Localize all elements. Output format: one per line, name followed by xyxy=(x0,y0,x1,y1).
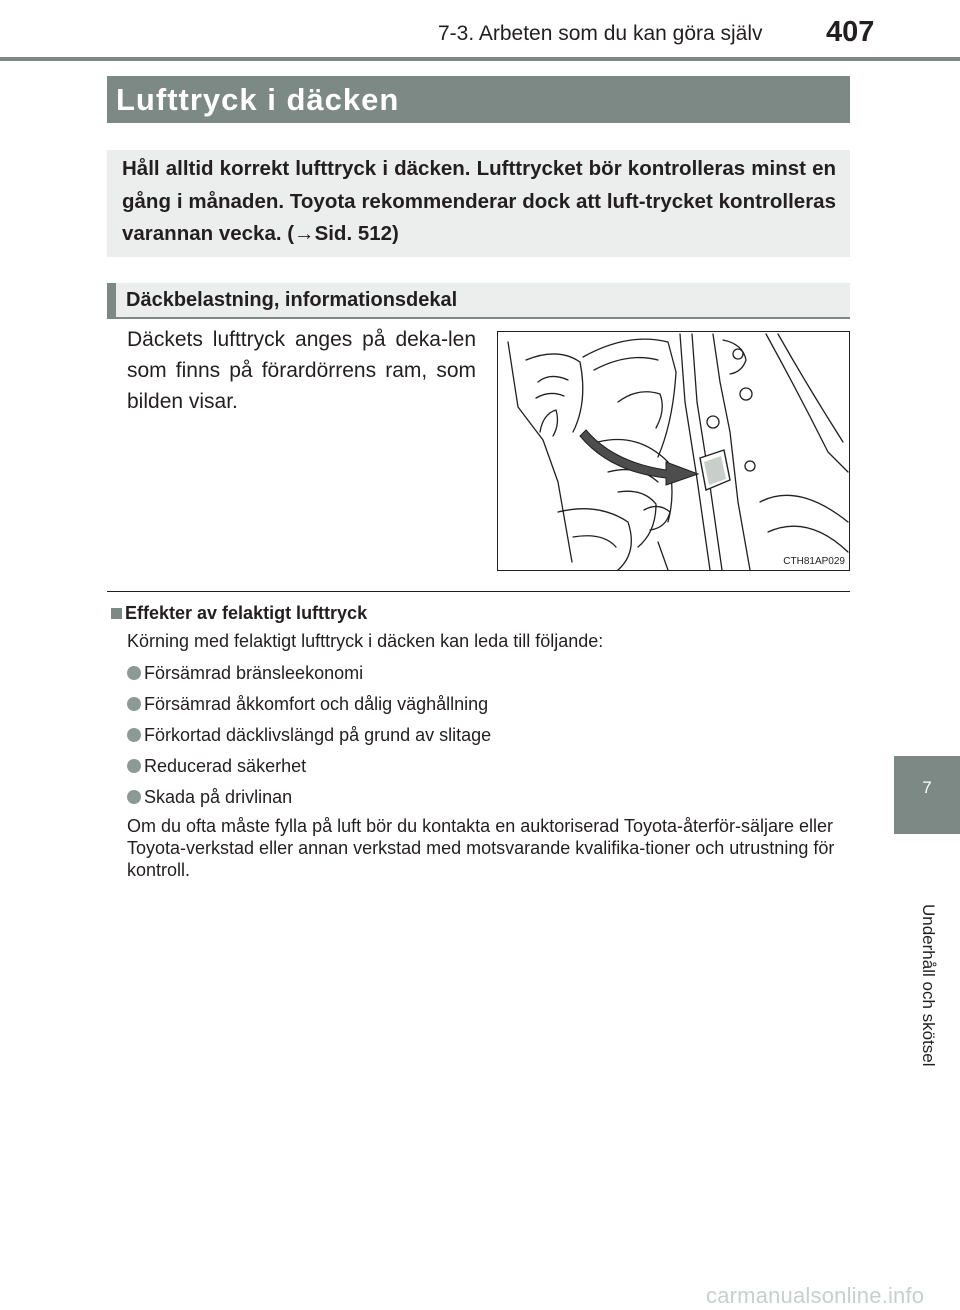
section-accent xyxy=(107,283,116,319)
list-item xyxy=(127,689,846,720)
effects-outro: Om du ofta måste fylla på luft bör du kontakta en auktoriserad Toyota-återför-säljare eller Toyota-verkstad eller annan verkstad med motsvarande kvalifika-tioner och utrustning för kontroll. xyxy=(127,816,835,880)
section-divider xyxy=(107,591,850,592)
section-rule xyxy=(107,317,850,319)
section-description: Däckets lufttryck anges på deka-len som finns på förardörrens ram, som bilden visar. xyxy=(127,328,476,413)
list-item xyxy=(127,751,846,782)
round-bullet-icon xyxy=(127,790,141,804)
effects-section xyxy=(111,600,846,881)
title-bar xyxy=(107,76,850,123)
round-bullet-icon xyxy=(127,759,141,773)
chapter-tab xyxy=(894,756,960,834)
effects-heading: Effekter av felaktigt lufttryck xyxy=(125,603,368,623)
watermark: carmanualsonline.info xyxy=(706,1283,925,1308)
door-frame-drawing xyxy=(498,332,851,572)
effects-list xyxy=(127,658,846,813)
round-bullet-icon xyxy=(127,697,141,711)
effects-heading-row xyxy=(111,600,846,626)
section-bar xyxy=(107,283,850,319)
chapter-tab-number: 7 xyxy=(922,778,932,797)
page-title: Lufttryck i däcken xyxy=(116,82,400,117)
round-bullet-icon xyxy=(127,666,141,680)
tire-info-label xyxy=(700,450,730,490)
section-title: Däckbelastning, informationsdekal xyxy=(126,289,458,311)
list-item-text: Försämrad åkkomfort och dålig väghållning xyxy=(144,694,489,714)
list-item-text: Reducerad säkerhet xyxy=(144,756,307,776)
figure-code: CTH81AP029 xyxy=(783,556,845,567)
list-item xyxy=(127,720,846,751)
header-rule xyxy=(0,57,960,61)
effects-intro: Körning med felaktigt lufttryck i däcken kan leda till följande: xyxy=(127,631,604,651)
page-number: 407 xyxy=(826,16,875,48)
list-item-text: Försämrad bränsleekonomi xyxy=(144,663,364,683)
chapter-tab-label: Underhåll och skötsel xyxy=(919,904,938,1067)
intro-text: Håll alltid korrekt lufttryck i däcken. Lufttrycket bör kontrolleras minst en gång i månaden. Toyota rekommenderar dock att luft-trycket kontrolleras varannan vecka. (→Sid. 512) xyxy=(122,157,836,245)
pointer-arrow-icon xyxy=(580,430,698,485)
chapter-heading: 7-3. Arbeten som du kan göra själv xyxy=(438,22,763,45)
door-frame-illustration xyxy=(497,331,850,571)
list-item xyxy=(127,782,846,813)
square-bullet-icon xyxy=(111,608,122,619)
round-bullet-icon xyxy=(127,728,141,742)
list-item-text: Förkortad däcklivslängd på grund av slitage xyxy=(144,725,492,745)
list-item xyxy=(127,658,846,689)
intro-box xyxy=(107,150,850,257)
list-item-text: Skada på drivlinan xyxy=(144,787,293,807)
